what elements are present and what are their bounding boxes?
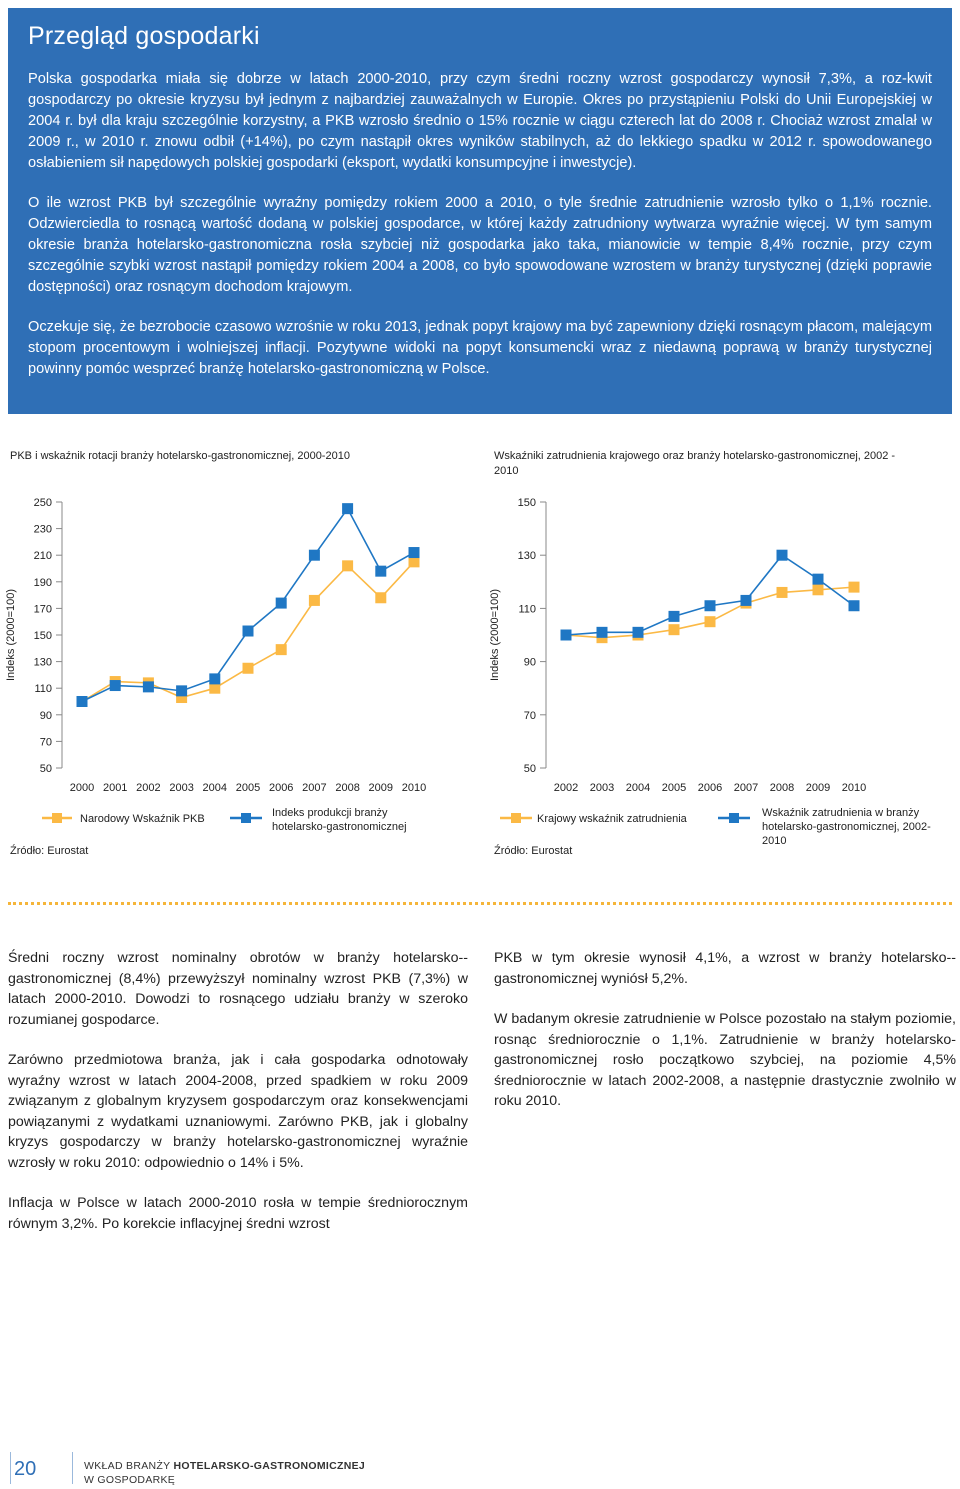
y-axis-label: Indeks (2000=100) (5, 588, 17, 682)
x-tick-label: 2006 (268, 782, 294, 794)
x-tick-label: 2007 (733, 782, 759, 794)
right-chart-title: Wskaźniki zatrudnienia krajowego oraz branży hotelarsko-gastronomicznej, 2002 - 2010 (494, 450, 896, 477)
legend-marker-orange (511, 813, 521, 823)
x-tick-label: 2006 (697, 782, 723, 794)
x-tick-label: 2010 (401, 782, 427, 794)
page-title: Przegląd gospodarki (28, 22, 260, 50)
data-point (342, 560, 353, 571)
data-point (143, 681, 154, 692)
data-point (705, 600, 716, 611)
dotted-divider (8, 902, 952, 905)
left-chart (0, 490, 470, 800)
y-tick-label: 110 (518, 603, 536, 616)
right-chart-source: Źródło: Eurostat (494, 845, 573, 857)
data-point (276, 598, 287, 609)
body-right-paragraph-2: W badanym okresie zatrudnienie w Polsce pozostało na stałym poziomie, rosnąc średniorocznie o 1,1%. Zatrudnienie w branży hotelarsko-gastronomicznej rosło początkowo szybciej, na poziomie 4,5% średniorocznie w latach 2002-2008, a następnie drastycznie zwolniło w roku 2010. (494, 1011, 956, 1109)
x-tick-label: 2008 (769, 782, 795, 794)
footer-line1-regular: WKŁAD BRANŻY (84, 1460, 174, 1472)
legend-marker-blue (729, 813, 739, 823)
x-tick-label: 2009 (805, 782, 831, 794)
footer-line2: W GOSPODARKĘ (84, 1474, 176, 1486)
intro-paragraph-3: Oczekuje się, że bezrobocie czasowo wzrośnie w roku 2013, jednak popyt krajowy ma być zapewniony dzięki rosnącym płacom, malejącym stopom procentowym i wolniejszej inflacji. Pozytywne widoki na popyt konsumencki wraz z niedawną poprawą w branży turystycznej powinny pomóc wesprzeć branżę hotelarsko-gastronomiczną w Polsce. (28, 319, 932, 377)
y-tick-label: 250 (33, 497, 52, 509)
x-tick-label: 2009 (368, 782, 394, 794)
x-tick-label: 2000 (69, 782, 95, 794)
data-point (77, 696, 88, 707)
data-point (409, 547, 420, 558)
data-point (633, 627, 644, 638)
left-legend-label-1: Narodowy Wskaźnik PKB (80, 813, 205, 825)
x-tick-label: 2002 (553, 782, 579, 794)
data-point (375, 566, 386, 577)
left-legend-label-2: Indeks produkcji branży hotelarsko-gastronomicznej (272, 807, 407, 833)
data-point (276, 644, 287, 655)
footer-divider (72, 1452, 73, 1484)
y-tick-label: 70 (39, 736, 52, 749)
data-point (176, 685, 187, 696)
legend-marker-orange (52, 813, 62, 823)
body-right-column (494, 948, 956, 1132)
intro-paragraph-1: Polska gospodarka miała się dobrze w latach 2000-2010, przy czym średni roczny wzrost gospodarczy wynosił 7,3%, a roz-kwit gospodarczy po okresie kryzysu był jednym z najbardziej zauważalnych w Europie. Okres po przystąpieniu Polski do Unii Europejskiej w 2004 r. był dla kraju szczególnie korzystny, a PKB wzrosło średnio o 15% rocznie w ciągu czterech lat do 2008 r. Chociaż wzrost zmalał w 2009 r., w 2010 r. znowu odbił (+14%), po czym nastąpił okres wyników stabilnych, aż do lekkiego spadku w 2012 r. spowodowanego osłabieniem sił napędowych polskiej gospodarki (eksport, wydatki konsumpcyjne i inwestycje). (28, 71, 932, 171)
body-left-paragraph-3: Inflacja w Polsce w latach 2000-2010 rosła w tempie średniorocznym równym 3,2%. Po korekcie inflacyjnej średni wzrost (8, 1195, 468, 1232)
y-tick-label: 190 (33, 576, 52, 589)
y-tick-label: 130 (517, 550, 536, 563)
data-point (849, 582, 860, 593)
y-tick-label: 130 (33, 656, 52, 669)
x-tick-label: 2003 (589, 782, 615, 794)
intro-paragraph-2: O ile wzrost PKB był szczególnie wyraźny pomiędzy rokiem 2000 a 2010, o tyle średnie zatrudnienie wzrosło tylko o 1,1% rocznie. Odzwierciedla to rosnącą wartość dodaną w polskiej gospodarce, w której każdy zatrudniony wytwarza wyraźnie więcej. W tym samym okresie branża hotelarsko-gastronomiczna rosła szybciej niż gospodarka jako taka, mianowicie w tempie 8,4% rocznie, przy czym szczególnie szybki wzrost nastąpił pomiędzy rokiem 2004 a 2008, co było spowodowane wzrostem w branży turystycznej (dzięki poprawie dostępności) oraz rosnącym dochodom krajowym. (28, 195, 932, 295)
x-tick-label: 2002 (136, 782, 161, 794)
y-tick-label: 50 (523, 763, 536, 775)
y-tick-label: 150 (517, 497, 536, 509)
data-point (669, 624, 680, 635)
y-tick-label: 230 (33, 523, 52, 536)
right-chart (484, 490, 944, 800)
x-tick-label: 2010 (841, 782, 867, 794)
data-point (669, 611, 680, 622)
data-point (110, 680, 121, 691)
footer-publication-title (84, 1459, 365, 1487)
data-point (705, 616, 716, 627)
y-tick-label: 210 (33, 550, 52, 563)
footer-divider-left (10, 1452, 11, 1484)
data-point (597, 627, 608, 638)
y-tick-label: 70 (523, 709, 536, 722)
y-tick-label: 150 (33, 630, 52, 642)
data-point (342, 503, 353, 514)
x-tick-label: 2008 (335, 782, 360, 794)
data-point (309, 595, 320, 606)
right-legend-label-2: Wskaźnik zatrudnienia w branży hotelarsko-gastronomicznej, 2002-2010 (762, 807, 931, 847)
data-point (309, 550, 320, 561)
data-point (813, 574, 824, 585)
data-point (777, 550, 788, 561)
data-point (375, 592, 386, 603)
page-number: 20 (14, 1458, 37, 1480)
left-legend-markers-2 (228, 810, 288, 830)
y-tick-label: 110 (34, 683, 52, 696)
body-left-paragraph-1: Średni roczny wzrost nominalny obrotów w branży hotelarsko--gastronomicznej (8,4%) przewyższył nominalny wzrost PKB (7,3%) w latach 2000-2010. Dowodzi to rosnącego udziału branży w szeroko rozumianej gospodarce. (8, 950, 468, 1028)
data-point (849, 600, 860, 611)
body-right-paragraph-1: PKB w tym okresie wynosił 4,1%, a wzrost w branży hotelarsko--gastronomicznej wyniósł 5,2%. (494, 950, 956, 987)
y-tick-label: 90 (523, 656, 536, 669)
body-left-paragraph-2: Zarówno przedmiotowa branża, jak i cała gospodarka odnotowały wyraźny wzrost w latach 2004-2008, przed spadkiem w roku 2009 związanym z globalnym kryzysem gospodarczym oraz konsekwencjami powiązanymi z wydatkami uznaniowymi. Zarówno PKB, jak i globalny kryzys gospodarczy w branży hotelarsko-gastronomicznej wyraźnie wzrosły w roku 2010: odpowiednio o 14% i 5%. (8, 1052, 468, 1171)
legend-marker-blue (241, 813, 251, 823)
x-tick-label: 2003 (169, 782, 194, 794)
data-point (243, 663, 254, 674)
left-legend-markers (0, 810, 200, 830)
data-point (243, 626, 254, 637)
x-tick-label: 2005 (235, 782, 261, 794)
y-tick-label: 50 (39, 763, 52, 775)
x-tick-label: 2004 (625, 782, 651, 794)
x-tick-label: 2005 (661, 782, 687, 794)
right-legend-label-1: Krajowy wskaźnik zatrudnienia (537, 813, 687, 825)
data-point (561, 630, 572, 641)
x-tick-label: 2007 (302, 782, 327, 794)
y-axis-label: Indeks (2000=100) (489, 588, 501, 682)
intro-box (8, 8, 952, 414)
body-left-column (8, 948, 468, 1254)
data-point (777, 587, 788, 598)
data-point (209, 673, 220, 684)
x-tick-label: 2004 (202, 782, 228, 794)
x-tick-label: 2001 (102, 782, 128, 794)
y-tick-label: 90 (39, 709, 52, 722)
y-tick-label: 170 (33, 603, 52, 616)
left-chart-source: Źródło: Eurostat (10, 845, 89, 857)
footer-line1-bold: HOTELARSKO-GASTRONOMICZNEJ (173, 1460, 366, 1472)
data-point (813, 584, 824, 595)
left-chart-title: PKB i wskaźnik rotacji branży hotelarsko-gastronomicznej, 2000-2010 (10, 450, 350, 462)
series-line-1 (566, 587, 854, 638)
data-point (741, 595, 752, 606)
